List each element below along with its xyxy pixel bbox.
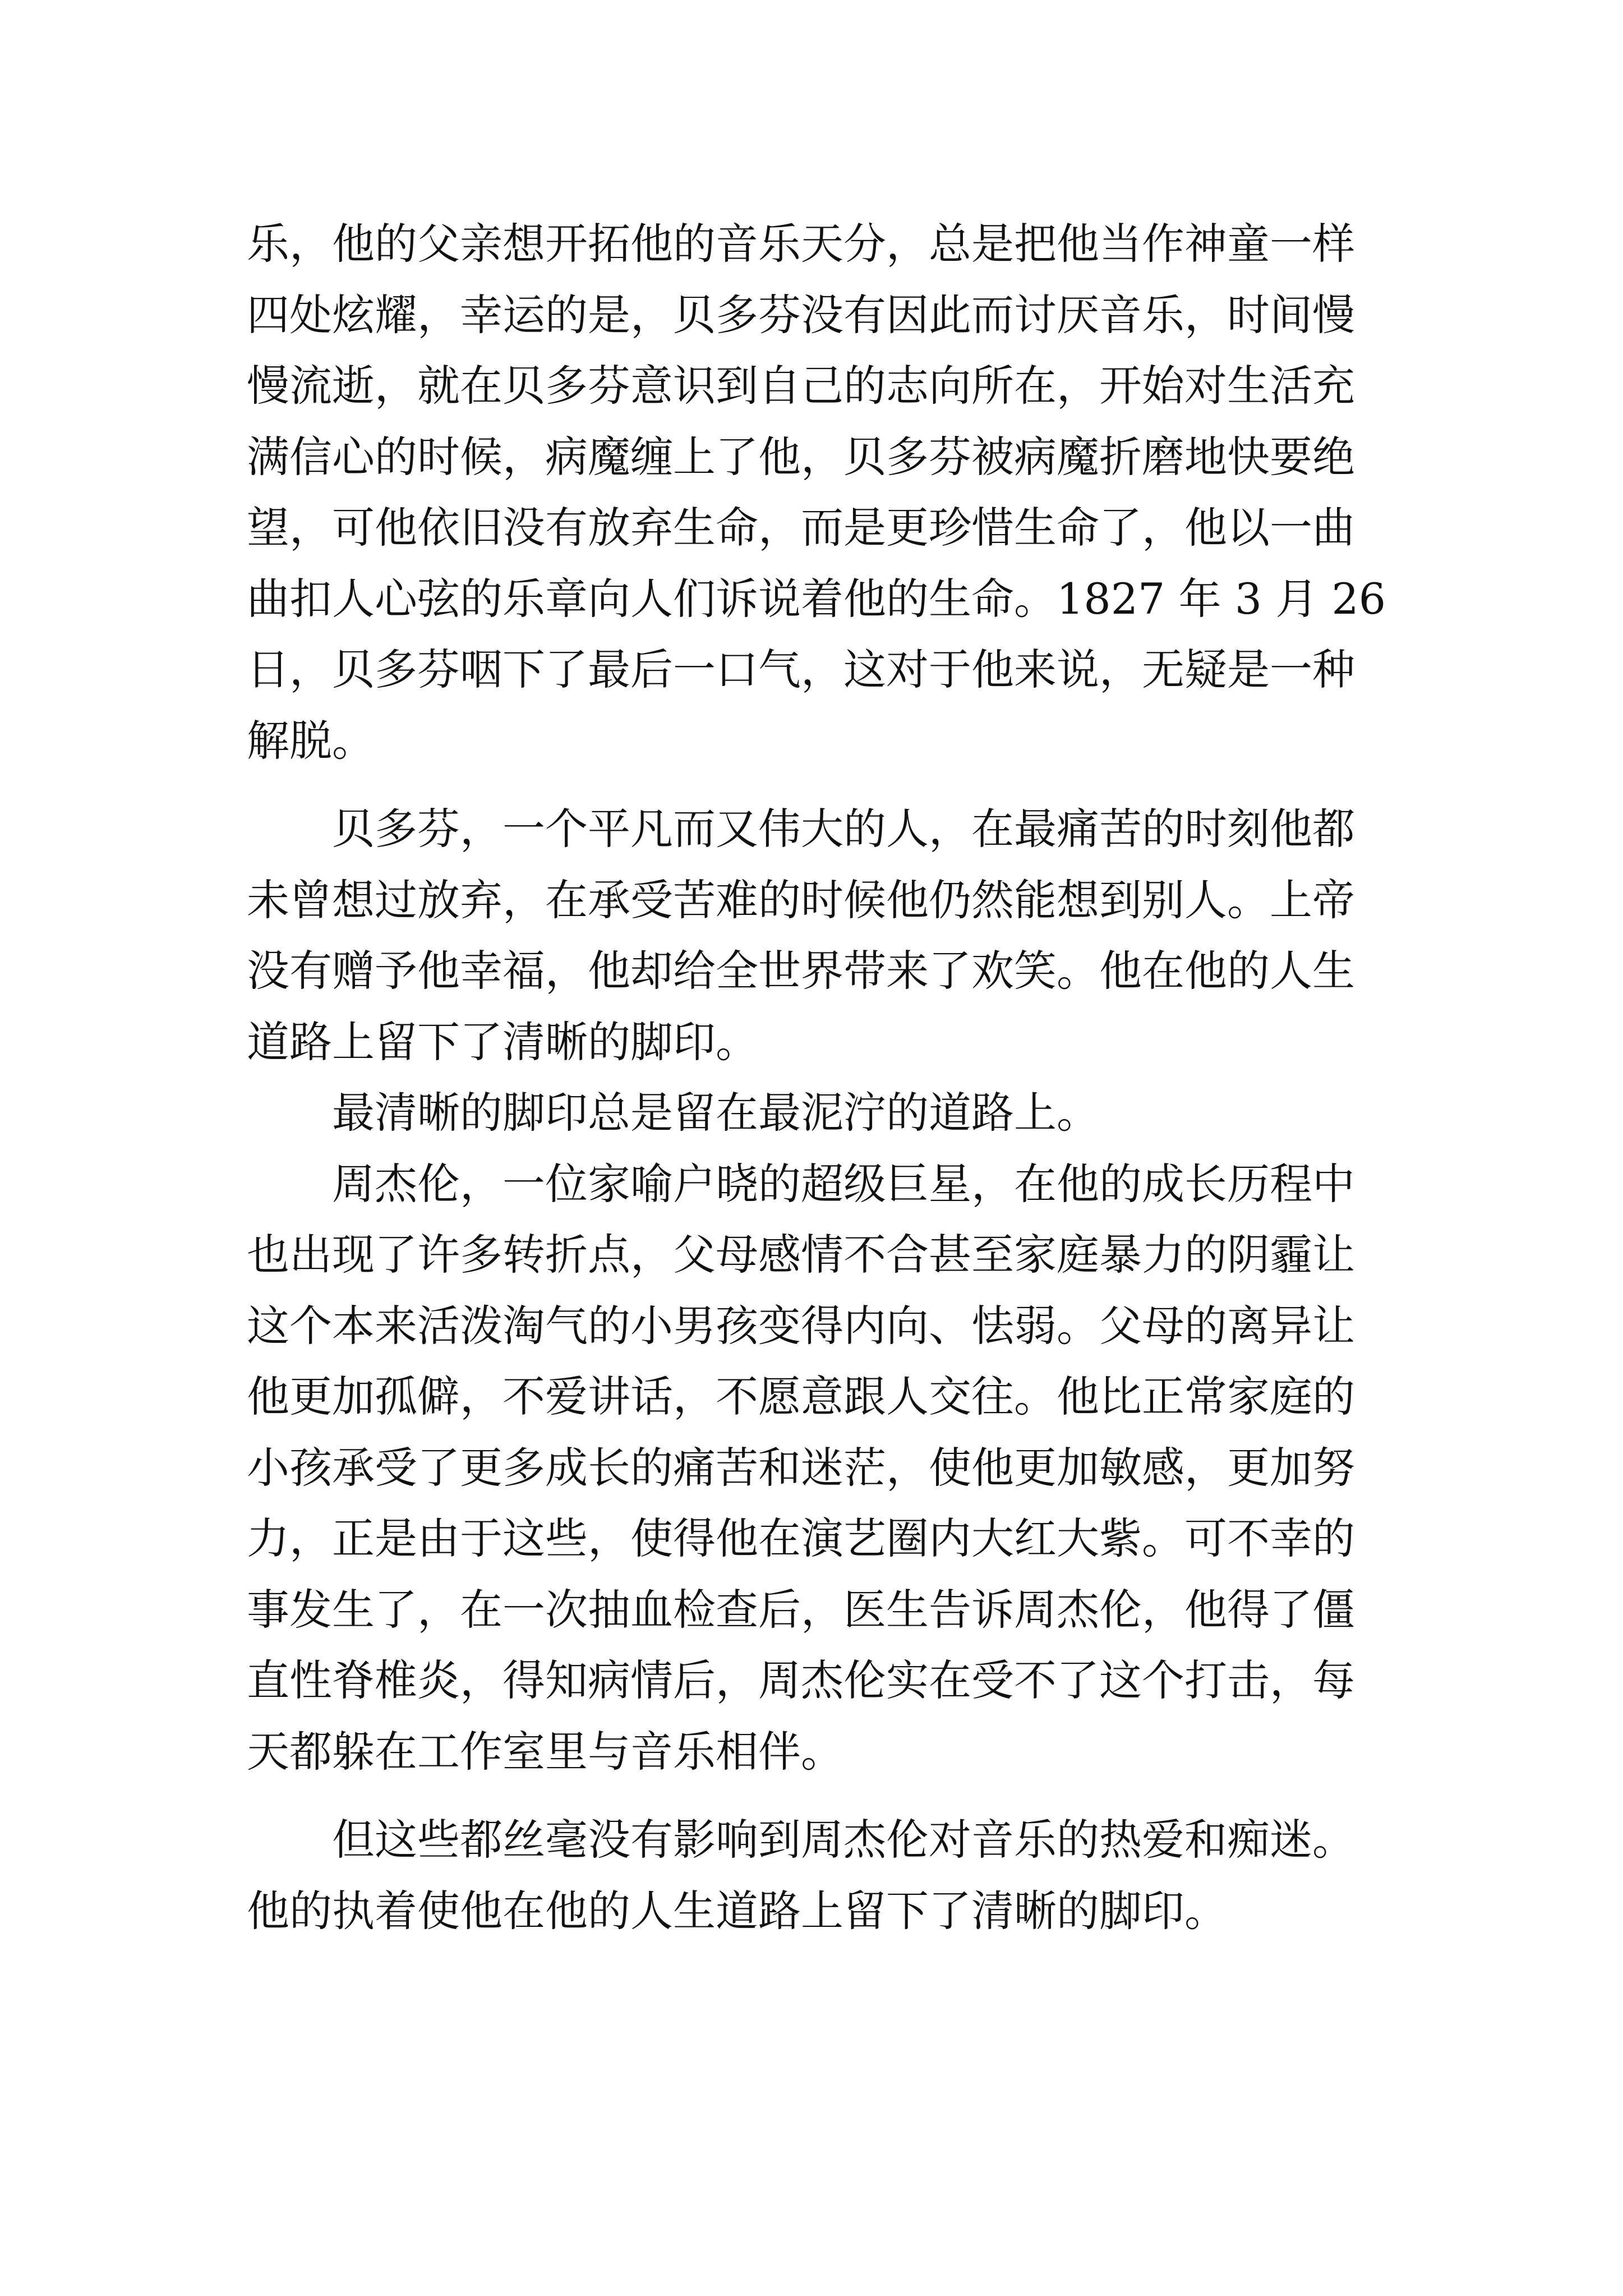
text-line: 他的执着使他在他的人生道路上留下了清晰的脚印。	[247, 1885, 1227, 1936]
paragraph-jay-chou-conclusion	[247, 1805, 1385, 1947]
text-line: 乐，他的父亲想开拓他的音乐天分，总是把他当作神童一样	[247, 219, 1355, 269]
paragraph-beethoven-summary	[247, 794, 1385, 1078]
text-line: 满信心的时候，病魔缠上了他，贝多芬被病魔折磨地快要绝	[247, 431, 1355, 482]
text-line: 未曾想过放弃，在承受苦难的时候他仍然能想到别人。上帝	[247, 875, 1355, 925]
text-line: 周杰伦，一位家喻户晓的超级巨星，在他的成长历程中	[332, 1158, 1355, 1209]
text-line: 日，贝多芬咽下了最后一口气，这对于他来说，无疑是一种	[247, 645, 1355, 694]
text-line: 望，可他依旧没有放弃生命，而是更珍惜生命了，他以一曲	[247, 503, 1355, 553]
text-line: 最清晰的脚印总是留在最泥泞的道路上。	[332, 1088, 1099, 1138]
text-line: 这个本来活泼淘气的小男孩变得内向、怯弱。父母的离异让	[247, 1300, 1355, 1351]
text-line: 贝多芬，一个平凡而又伟大的人，在最痛苦的时刻他都	[332, 804, 1355, 854]
text-line: 没有赠予他幸福，他却给全世界带来了欢笑。他在他的人生	[247, 946, 1355, 996]
text-line: 道路上留下了清晰的脚印。	[247, 1016, 758, 1067]
paragraph-beethoven-life	[247, 209, 1385, 776]
text-line: 曲扣人心弦的乐章向人们诉说着他的生命。1827 年 3 月 26	[247, 573, 1386, 624]
text-line: 直性脊椎炎，得知病情后，周杰伦实在受不了这个打击，每	[247, 1655, 1355, 1705]
text-line: 天都躲在工作室里与音乐相伴。	[247, 1726, 843, 1777]
paragraph-key-sentence	[247, 1078, 1385, 1149]
text-line: 解脱。	[247, 715, 375, 766]
text-line: 力，正是由于这些，使得他在演艺圈内大红大紫。可不幸的	[247, 1513, 1355, 1563]
text-line: 四处炫耀，幸运的是，贝多芬没有因此而讨厌音乐，时间慢	[247, 289, 1355, 340]
text-line: 小孩承受了更多成长的痛苦和迷茫，使他更加敏感，更加努	[247, 1442, 1355, 1493]
text-line: 他更加孤僻，不爱讲话，不愿意跟人交往。他比正常家庭的	[247, 1372, 1355, 1421]
document-body	[247, 209, 1385, 1947]
text-line: 事发生了，在一次抽血检查后，医生告诉周杰伦，他得了僵	[247, 1584, 1355, 1635]
text-line: 但这些都丝毫没有影响到周杰伦对音乐的热爱和痴迷。	[332, 1815, 1355, 1865]
text-line: 也出现了许多转折点，父母感情不合甚至家庭暴力的阴霾让	[247, 1230, 1355, 1280]
paragraph-jay-chou-story	[247, 1149, 1385, 1788]
text-line: 慢流逝，就在贝多芬意识到自己的志向所在，开始对生活充	[247, 361, 1355, 411]
